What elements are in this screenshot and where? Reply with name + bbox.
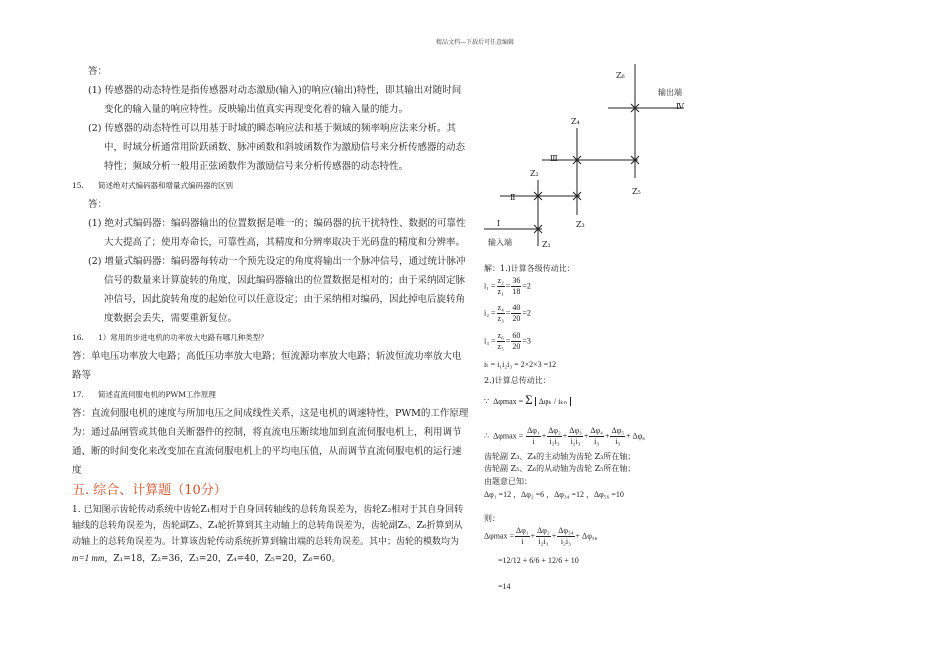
answer-label-15: 答： (88, 199, 108, 210)
label-z3: Z₃ (576, 220, 585, 229)
label-shaft-4: Ⅳ (676, 102, 684, 111)
question-16: 16. 1）常用的步进电机的功率放大电路有哪几种类型？ (72, 333, 268, 342)
ratio-total: iₜ = i₁i₂i₃ = 2×2×3 =12 (484, 360, 557, 369)
q17-answer: 答：直流伺服电机的速度与所加电压之间成线性关系，这是电机的调速特性，PWM的工作原理为：通过晶闸管或其他自关断器件的控制，将直流电压断续地加到直流伺服电机上，利用调节通、断的时间变化来改变加在直流伺服电机上的平均电压值，从而调节直流伺服电机的运行速度 (72, 408, 469, 476)
result-value: =14 (498, 582, 511, 591)
left-column (72, 62, 470, 567)
answer-paragraph-1: (1) 传感器的动态特性是指传感器对动态激励(输入)的响应(输出)特性，即其输出对随时间变化的输入量的响应特性。反映输出值真实再现变化着的输入量的能力。 (88, 85, 462, 115)
max-formula: ∴ Δφmax = $\frac{\text{Δφ₁}}{i}$ + $\frac{\text{Δφ₂}}{\text{i₂i₃}}$ + $\frac{\text{Δφ₃}}{\text{i₂i₃}}$ + $\frac{\text{Δφ₄}}{\text{i₃}}$ + $\frac{\text{Δφ₅}}{\text{i₃}}$ + Δφ₆ (484, 426, 646, 446)
module-value: m=1 mm (72, 553, 105, 563)
label-shaft-1: I (497, 219, 501, 228)
label-shaft-3: Ⅲ (550, 154, 558, 163)
question-17: 17. 简述直流伺服电机的PWM工作原理 (72, 390, 216, 399)
result-substitution: =12/12 + 6/6 + 12/6 + 10 (498, 556, 579, 565)
gear-train-diagram (480, 0, 700, 260)
sum-formula: ∵ Δφmax = Σ Δφₖ / iₖₙ (484, 392, 571, 408)
label-z6: Z₆ (616, 71, 625, 80)
solution-step-1: 解：1.)计算各级传动比： (484, 264, 575, 273)
problem-text: 1. 已知图示齿轮传动系统中齿轮Z₁相对于自身回转轴线的总转角误差为，齿轮Z₂相对于其自身回转轴线的总转角误差为，齿轮副Z₃、Z₄轮折算到其主动轴上的总转角误差为，齿轮副Z₅、Z₆折算到从动轴上的总转角误差为。计算该齿轮传动系统折算到输出端的总转角误差。其中；齿轮的模数均为m=1 mm，Z₁=18，Z₂=36，Z₃=20，Z₄=40，Z₅=20，Z₆=60。 (72, 505, 464, 564)
known-label: 由题意已知： (484, 477, 532, 486)
q15-paragraph-2: (2) 增量式编码器：编码器每转动一个预先设定的角度将输出一个脉冲信号，通过统计脉冲信号的数量来计算旋转的角度，因此编码器输出的位置数据是相对的；由于采纳固定脉冲信号，因此旋转角度的起始位可以任意设定；由于采纳相对编码，因此掉电后旋转角度数据会丢失，需要重新复位。 (88, 256, 466, 324)
ratio-i2: i₂ = $\frac{\text{z₄}}{\text{z₃}}$ = $\frac{40}{20}$ =2 (484, 303, 531, 323)
label-input: 输入端 (488, 238, 512, 247)
label-z2: Z₂ (530, 169, 539, 178)
note-2: 齿轮副 Z₅、Z₆的从动轴为齿轮 Z₅所在轴； (484, 464, 636, 473)
ratio-i3: i₃ = $\frac{\text{z₆}}{\text{z₅}}$ = $\frac{60}{20}$ =3 (484, 331, 531, 351)
section-title: 五. 综合、计算题（10分） (72, 483, 227, 498)
answer-label: 答： (88, 66, 108, 77)
ratio-i1: i₁ = $\frac{\text{z₂}}{\text{z₁}}$ = $\frac{36}{18}$ =2 (484, 276, 531, 296)
question-15: 15. 简述绝对式编码器和增量式编码器的区别 (72, 181, 233, 190)
then-label: 则： (484, 514, 500, 523)
label-shaft-2: Ⅱ (510, 193, 516, 202)
label-z5: Z₅ (632, 187, 641, 196)
solution-step-2: 2.)计算总传动比： (484, 376, 551, 385)
result-formula: Δφmax = $\frac{\text{Δφ₁}}{i}$ + $\frac{\text{Δφ₂}}{\text{i₂i₃}}$ + $\frac{\text{Δφ₃₄}}{\text{i₂i₃}}$ + Δφ₅₆ (484, 526, 598, 546)
q16-answer: 答：单电压功率放大电路；高低压功率放大电路；恒流源功率放大电路；斩波恒流功率放大电路等 (72, 351, 462, 381)
answer-paragraph-2: (2) 传感器的动态特性可以用基于时域的瞬态响应法和基于频域的频率响应法来分析。其中，时域分析通常用阶跃函数、脉冲函数和斜坡函数作为激励信号来分析传感器的动态特性；频域分析一般用正弦函数作为激励信号来分析传感器的动态特性。 (88, 123, 466, 172)
note-1: 齿轮副 Z₃、Z₄的主动轴为齿轮 Z₃所在轴； (484, 452, 636, 461)
page-header: 精品文档---下载后可任意编辑 (435, 39, 515, 46)
label-z4: Z₄ (571, 117, 580, 126)
given-values: Δφ₁ =12 ，Δφ₂ =6 ，Δφ₃₄ =12 ，Δφ₅₆ =10 (484, 490, 624, 499)
right-column (480, 0, 700, 672)
q15-paragraph-1: (1) 绝对式编码器：编码器输出的位置数据是唯一的；编码器的抗干扰特性、数据的可靠性大大提高了；使用寿命长，可靠性高，其精度和分辨率取决于光码盘的精度和分辨率。 (88, 218, 466, 248)
label-z1: Z₁ (542, 240, 551, 249)
label-output: 输出端 (658, 88, 682, 97)
